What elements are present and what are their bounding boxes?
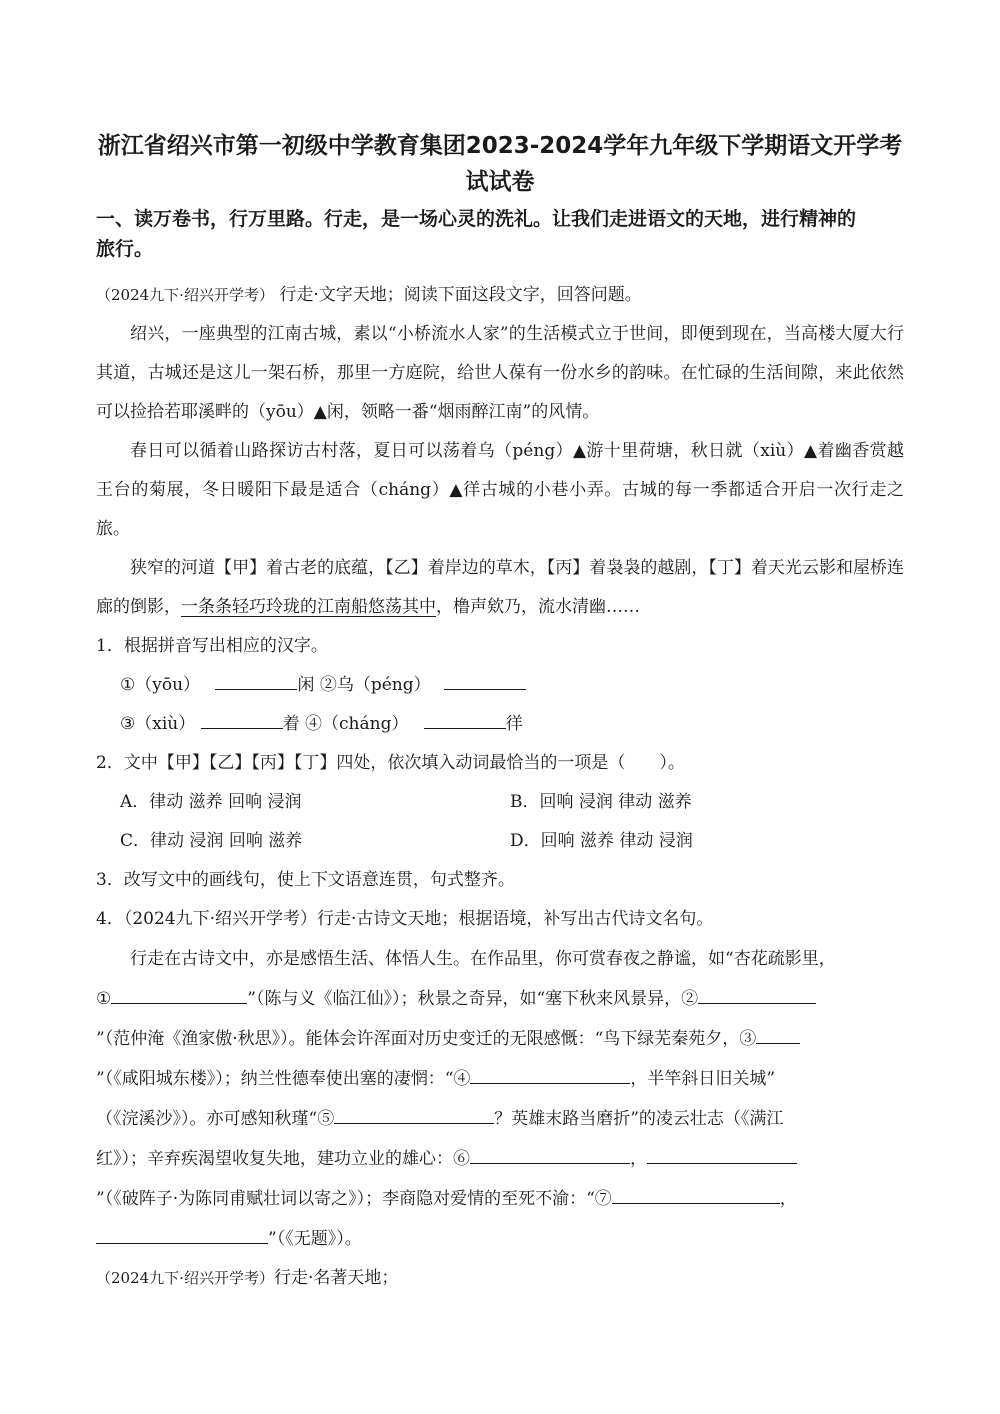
q4-line-8-text: ”（《无题》）。 — [268, 1229, 362, 1249]
question-1-stem: 1．根据拼音写出相应的汉字。 — [96, 636, 328, 656]
question-3-stem: 3．改写文中的画线句，使上下文语意连贯，句式整齐。 — [96, 870, 515, 890]
q2-option-a[interactable]: A．律动 滋养 回响 浸润 — [120, 792, 302, 812]
paragraph-3-text-b: ，橹声欸乃，流水清幽…… — [436, 597, 640, 617]
passage-paragraph-2: 春日可以循着山路探访古村落，夏日可以荡着乌（péng）▲游十里荷塘，秋日就（xiù）▲着幽香赏越王台的菊展，冬日暖阳下最是适合（cháng）▲徉古城的小巷小弄。古城的每一季都适合开启一次行走之旅。 — [96, 441, 904, 539]
next-section-line — [96, 1259, 904, 1298]
section-heading-line-1: 一、读万卷书，行万里路。行走，是一场心灵的洗礼。让我们走进语文的天地，进行精神的 — [96, 208, 857, 230]
question-4-body — [96, 939, 904, 1259]
q4-line-2 — [96, 979, 904, 1019]
q4-line-4-text-b: ，半竿斜日旧关城” — [630, 1069, 776, 1089]
q4-answer-blank-7a[interactable] — [612, 1181, 780, 1204]
section-heading — [96, 204, 904, 264]
q4-answer-blank-6b[interactable] — [647, 1141, 797, 1164]
question-2-stem: 2．文中【甲】【乙】【丙】【丁】四处，依次填入动词最恰当的一项是（ ）。 — [96, 753, 685, 773]
section-heading-line-2: 旅行。 — [96, 238, 154, 260]
question-2-options-row-2 — [96, 822, 904, 861]
q4-line-4 — [96, 1059, 904, 1099]
passage-paragraph-1: 绍兴，一座典型的江南古城，素以“小桥流水人家”的生活模式立于世间，即便到现在，当高楼大厦大行其道，古城还是这儿一架石桥，那里一方庭院，给世人葆有一份水乡的韵味。在忙碌的生活间隙，来此依然可以捡拾若耶溪畔的（yōu）▲闲，领略一番“烟雨醉江南”的风情。 — [96, 324, 904, 422]
q4-line-3-text: ”（范仲淹《渔家傲·秋思》）。能体会许浑面对历史变迁的无限感慨：“鸟下绿芜秦苑夕，③ — [96, 1029, 757, 1049]
q4-line-1-text: 行走在古诗文中，亦是感悟生活、体悟人生。在作品里，你可赏春夜之静谧，如“杏花疏影里， — [130, 949, 836, 969]
passage-paragraph-3 — [96, 549, 904, 627]
q4-line-5-text: （《浣溪沙》）。亦可感知秋瑾“⑤ — [96, 1109, 335, 1129]
passage-source: （2024九下·绍兴开学考） — [96, 286, 274, 304]
q4-line-3 — [96, 1019, 904, 1059]
question-1-row-2 — [96, 705, 904, 744]
q4-line-7-comma: ， — [779, 1189, 797, 1209]
paragraph-3-text-a: 狭窄的河道【甲】着古老的底蕴，【乙】着岸边的草木，【丙】着袅袅的越剧，【丁】着天光云影和屋桥连廊的倒影， — [96, 558, 904, 617]
q4-line-7-text: ”（《破阵子·为陈同甫赋壮词以寄之》）；李商隐对爱情的至死不渝：“⑦ — [96, 1189, 612, 1209]
title-line-2: 试试卷 — [465, 169, 535, 195]
q1-answer-blank-1[interactable] — [215, 667, 297, 690]
question-2-options-row-1 — [96, 783, 904, 822]
q1-item-3-label: ③（xiù） — [120, 714, 196, 734]
q4-answer-blank-3[interactable] — [756, 1021, 800, 1044]
q4-line-1 — [96, 939, 904, 979]
passage-source-line — [96, 276, 904, 315]
q1-item-4-suffix: 徉 — [505, 714, 523, 734]
q4-blank-1-label: ① — [96, 989, 112, 1009]
passage-intro: 行走·文字天地；阅读下面这段文字，回答问题。 — [279, 285, 642, 305]
q4-answer-blank-2[interactable] — [698, 981, 816, 1004]
q1-answer-blank-2[interactable] — [444, 667, 526, 690]
q4-line-6 — [96, 1139, 904, 1179]
q1-item-4-label: ④（cháng） — [305, 714, 409, 734]
underlined-sentence: 一条条轻巧玲珑的江南船悠荡其中 — [181, 597, 436, 617]
q4-line-7 — [96, 1179, 904, 1219]
q2-option-c[interactable]: C．律动 浸润 回响 滋养 — [120, 831, 303, 851]
q1-item-3-suffix: 着 — [282, 714, 300, 734]
q4-line-2-text: ”（陈与义《临江仙》）；秋景之奇异，如“塞下秋来风景异，② — [247, 989, 699, 1009]
q4-line-6-text: 红》）；辛弃疾渴望收复失地，建功立业的雄心：⑥ — [96, 1149, 470, 1169]
q4-line-6-comma: ， — [630, 1149, 647, 1169]
q4-line-4-text: ”（《咸阳城东楼》）；纳兰性德奉使出塞的凄惘：“④ — [96, 1069, 471, 1089]
q1-answer-blank-3[interactable] — [201, 706, 283, 729]
q4-answer-blank-6a[interactable] — [470, 1141, 630, 1164]
q2-option-b[interactable]: B．回响 浸润 律动 滋养 — [510, 792, 692, 812]
q2-option-d[interactable]: D．回响 滋养 律动 浸润 — [510, 831, 693, 851]
next-text: 行走·名著天地； — [273, 1268, 399, 1288]
q4-answer-blank-5[interactable] — [334, 1101, 494, 1124]
question-4-stem: 4．（2024九下·绍兴开学考）行走·古诗文天地；根据语境，补写出古代诗文名句。 — [96, 909, 714, 929]
q4-answer-blank-4[interactable] — [470, 1061, 630, 1084]
q1-item-1-suffix: 闲 — [297, 675, 315, 695]
title-line-1: 浙江省绍兴市第一初级中学教育集团2023-2024学年九年级下学期语文开学考 — [97, 133, 903, 159]
q4-answer-blank-7b[interactable] — [96, 1221, 268, 1244]
q4-line-5-text-b: ？英雄末路当磨折”的凌云壮志（《满江 — [494, 1109, 784, 1129]
q4-line-8 — [96, 1219, 904, 1259]
q4-answer-blank-1[interactable] — [111, 981, 247, 1004]
page-title — [96, 128, 904, 200]
question-1-row-1 — [96, 666, 904, 705]
q1-answer-blank-4[interactable] — [424, 706, 506, 729]
q1-item-2-label: ②乌（péng） — [319, 675, 431, 695]
next-source: （2024九下·绍兴开学考） — [96, 1269, 274, 1287]
q1-item-1-label: ①（yōu） — [120, 675, 201, 695]
q4-line-5 — [96, 1099, 904, 1139]
